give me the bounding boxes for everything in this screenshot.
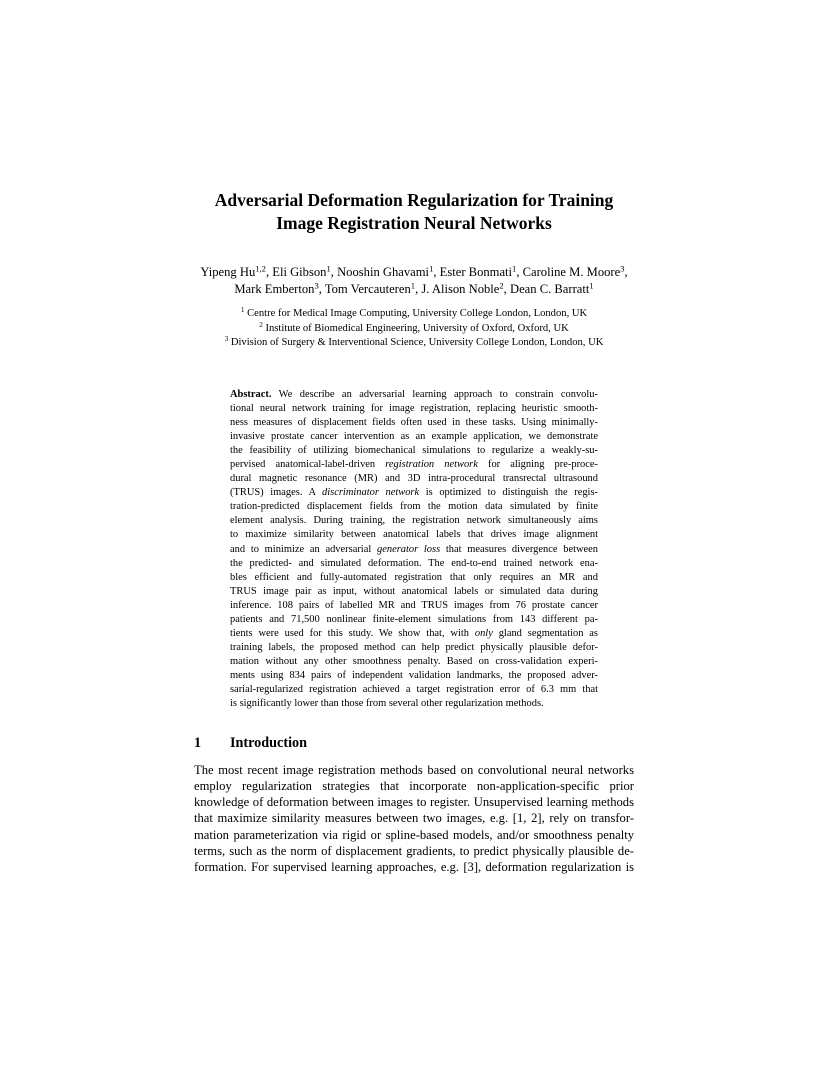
abstract-line	[230, 444, 598, 458]
abstract-line	[230, 683, 598, 697]
intro-line: formation. For supervised learning approaches, e.g. [3], deformation regularization is	[194, 859, 634, 874]
author-affiliation-mark: 1	[410, 280, 416, 291]
author-affiliation-mark: 1	[326, 263, 331, 274]
abstract-line	[230, 472, 598, 486]
abstract-text: is optimized to distinguish the regis-	[419, 487, 598, 499]
abstract-text: ments using 834 pairs of independent validation landmarks, the proposed adver-	[230, 669, 598, 681]
abstract-line	[230, 641, 598, 655]
abstract-line	[230, 613, 598, 627]
title-line: Adversarial Deformation Regularization for Training	[214, 190, 614, 210]
author-separator: ,	[624, 265, 628, 279]
abstract-line	[230, 430, 598, 444]
author-name: Mark Emberton	[234, 282, 315, 296]
affiliation-text: Centre for Medical Image Computing, University College London, London, UK	[247, 308, 588, 319]
author-line	[170, 281, 658, 298]
intro-line: that maximize similarity measures between two images, e.g. [1, 2], rely on transfor-	[194, 811, 634, 826]
abstract-emphasis: generator loss	[377, 543, 441, 555]
author-separator: ,	[318, 282, 325, 296]
abstract-line	[230, 571, 598, 585]
abstract-text: training labels, the proposed method can help predict physically plausible defor-	[230, 641, 598, 653]
abstract-line	[230, 500, 598, 514]
intro-line: knowledge of deformation between images to register. Unsupervised learning methods	[194, 795, 634, 810]
affiliation-mark: 3	[224, 335, 229, 344]
author-separator: ,	[433, 265, 440, 279]
abstract-text: and to minimize an adversarial	[230, 543, 377, 555]
intro-line: terms, such as the norm of displacement gradients, to predict physically plausible de-	[194, 843, 634, 858]
affiliation-mark: 1	[240, 306, 245, 315]
intro-line: The most recent image registration methods based on convolutional neural networks	[194, 763, 634, 777]
affiliation	[150, 336, 678, 351]
introduction-paragraph	[194, 762, 634, 875]
author-separator: ,	[415, 282, 422, 296]
abstract-text: mation without any other smoothness penalty. Based on cross-validation experi-	[230, 655, 598, 667]
author-affiliation-mark: 1	[429, 263, 434, 274]
author-list	[170, 264, 658, 298]
abstract-line	[230, 557, 598, 571]
abstract-line	[230, 655, 598, 669]
abstract-text: for aligning pre-proce-	[477, 459, 599, 471]
abstract-text: the predicted- and simulated deformation. The end-to-end trained network ena-	[230, 557, 598, 569]
author-name: Nooshin Ghavami	[337, 265, 430, 279]
abstract-line	[230, 486, 598, 500]
author-name: Ester Bonmati	[439, 265, 513, 279]
author-separator: ,	[503, 282, 510, 296]
abstract-text: We describe an adversarial learning approach to constrain convolu-	[271, 389, 598, 400]
abstract-line	[230, 388, 598, 402]
abstract-text: patients and 71,500 nonlinear finite-element simulations from 143 different pa-	[230, 613, 598, 625]
section-title: Introduction	[230, 735, 307, 751]
author-separator: ,	[516, 265, 523, 279]
abstract-body	[230, 388, 598, 711]
abstract-text: tration-predicted displacement fields from the motion data simulated by finite	[230, 501, 598, 513]
author-affiliation-mark: 3	[314, 280, 319, 291]
abstract-line	[230, 402, 598, 416]
abstract-text: is significantly lower than those from several other regularization methods.	[230, 698, 544, 710]
author-affiliation-mark: 2	[499, 280, 504, 291]
abstract-text: bles efficient and fully-automated registration that only requires an MR and	[230, 571, 598, 583]
author-line	[170, 264, 658, 281]
abstract-text: dural magnetic resonance (MR) and 3D intra-procedural transrectal ultrasound	[230, 473, 598, 485]
abstract-line	[230, 528, 598, 542]
abstract-text: to maximize similarity between anatomical labels that drives image alignment	[230, 529, 598, 541]
abstract-text: invasive prostate cancer intervention as an example application, we demonstrate	[230, 431, 598, 443]
author-affiliation-mark: 1,2	[255, 263, 266, 274]
abstract-text: TRUS image pair as input, without anatomical labels or simulated data during	[230, 585, 598, 597]
abstract-text: tients were used for this study. We show that, with	[230, 627, 475, 639]
abstract-line	[230, 669, 598, 683]
abstract-emphasis: discriminator network	[322, 487, 420, 499]
abstract-line	[230, 599, 598, 613]
author-name: Dean C. Barratt	[509, 282, 590, 296]
affiliation	[150, 307, 678, 322]
author-affiliation-mark: 1	[512, 263, 517, 274]
section-heading	[194, 733, 634, 753]
author-separator: ,	[265, 265, 273, 279]
author-name: Caroline M. Moore	[522, 265, 621, 279]
affiliation-text: Division of Surgery & Interventional Science, University College London, London, UK	[230, 337, 604, 348]
affiliation-mark: 2	[259, 320, 263, 329]
author-separator: ,	[330, 265, 338, 279]
author-name: J. Alison Noble	[421, 282, 500, 296]
abstract-label: Abstract.	[230, 389, 272, 400]
abstract-text: inference. 108 pairs of labelled MR and TRUS images from 76 prostate cancer	[230, 599, 598, 611]
abstract-text: that measures divergence between	[440, 543, 599, 555]
intro-line: employ regularization strategies that incorporate non-application-specific prior	[194, 779, 634, 794]
abstract-text: pervised anatomical-label-driven	[230, 459, 386, 471]
intro-line: mation parameterization via rigid or spline-based models, and/or smoothness penalty	[194, 827, 634, 842]
author-name: Tom Vercauteren	[324, 282, 411, 296]
abstract-line	[230, 585, 598, 599]
abstract-line	[230, 416, 598, 430]
section-number: 1	[194, 735, 202, 751]
abstract-line	[230, 543, 598, 557]
paper-title	[150, 189, 678, 235]
abstract-text: ness measures of displacement fields often used in these tasks. Using minimally-	[230, 417, 598, 429]
abstract-text: gland segmentation as	[492, 627, 598, 639]
abstract-line	[230, 514, 598, 528]
abstract-text: (TRUS) images. A	[230, 487, 323, 499]
abstract-emphasis: registration network	[385, 459, 478, 471]
abstract-line	[230, 627, 598, 641]
affiliation	[150, 322, 678, 337]
title-line: Image Registration Neural Networks	[276, 213, 552, 233]
author-affiliation-mark: 3	[620, 263, 625, 274]
affiliation-list	[150, 307, 678, 351]
abstract	[230, 388, 598, 711]
abstract-line	[230, 697, 598, 711]
abstract-text: tional neural network training for image registration, replacing heuristic smooth-	[230, 403, 598, 415]
abstract-line	[230, 458, 598, 472]
abstract-text: the feasibility of utilizing biomechanical simulations to regularize a weakly-su-	[230, 445, 598, 457]
affiliation-text: Institute of Biomedical Engineering, University of Oxford, Oxford, UK	[265, 322, 569, 334]
author-affiliation-mark: 1	[589, 280, 594, 291]
abstract-text: element analysis. During training, the registration network simultaneously aims	[230, 515, 598, 527]
abstract-emphasis: only	[474, 627, 493, 639]
author-name: Yipeng Hu	[200, 265, 256, 279]
author-name: Eli Gibson	[272, 265, 327, 279]
abstract-text: sarial-regularized registration achieved a target registration error of 6.3 mm that	[230, 683, 598, 695]
